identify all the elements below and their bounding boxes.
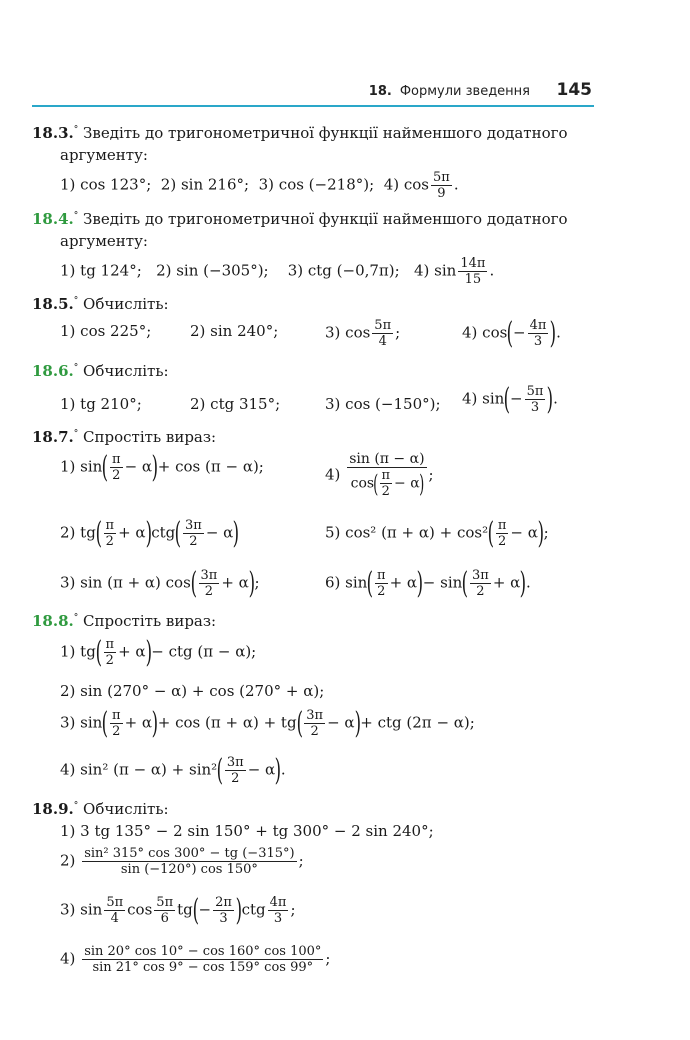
problem-18-5-statement: 18.5.° Обчисліть: xyxy=(32,295,169,313)
problem-18-5-item-2: 2) sin 240°; xyxy=(190,322,279,340)
problem-18-6-item-4: 4) sin(− $\frac{5\pi}{3}$ ). xyxy=(462,381,558,417)
problem-18-9-statement: 18.9.° Обчисліть: xyxy=(32,800,169,818)
problem-18-9-item-4: 4) $\frac{\sin 20^\circ \cos 10^\circ - \cos 160^\circ \cos 100^\circ}{\sin 21^\circ \cos 9^\circ - \cos 159^\circ \cos 99^\circ}$ ; xyxy=(60,944,331,975)
problem-18-7-item-2: 2) tg( $\frac{\pi}{2}$ + α)ctg( $\frac{3\pi}{2}$ − α) xyxy=(60,515,240,551)
problem-18-7-item-3: 3) sin (π + α) cos( $\frac{3\pi}{2}$ + α); xyxy=(60,565,260,601)
problem-18-6-item-1: 1) tg 210°; xyxy=(60,395,142,413)
problem-18-8-item-3: 3) sin( $\frac{\pi}{2}$ + α)+ cos (π + α) + tg( $\frac{3\pi}{2}$ − α)+ ctg (2π − α); xyxy=(60,705,475,741)
problem-18-8-item-4: 4) sin² (π − α) + sin²( $\frac{3\pi}{2}$ − α). xyxy=(60,752,286,788)
problem-18-7-item-1: 1) sin( $\frac{\pi}{2}$ − α)+ cos (π − α); xyxy=(60,449,264,485)
problem-18-3-statement: 18.3.° Зведіть до тригонометричної функції найменшого додатного xyxy=(32,124,568,142)
problem-18-8-item-2: 2) sin (270° − α) + cos (270° + α); xyxy=(60,682,325,700)
problem-18-5-item-1: 1) cos 225°; xyxy=(60,322,152,340)
problem-18-5-item-4: 4) cos(− $\frac{4\pi}{3}$ ). xyxy=(462,315,561,351)
problem-18-7-statement: 18.7.° Спростіть вираз: xyxy=(32,428,217,446)
problem-18-9-item-3: 3) sin $\frac{5\pi}{4}$ cos $\frac{5\pi}{6}$ tg(− $\frac{2\pi}{3}$ )ctg $\frac{4\pi}{3}$ ; xyxy=(60,892,296,928)
problem-18-6-item-2: 2) ctg 315°; xyxy=(190,395,281,413)
section-name: Формули зведення xyxy=(399,84,530,99)
problem-18-9-item-1: 1) 3 tg 135° − 2 sin 150° + tg 300° − 2 sin 240°; xyxy=(60,822,434,840)
problem-18-3-items: 1) cos 123°; 2) sin 216°; 3) cos (−218°); 4) cos $\frac{5\pi}{9}$ . xyxy=(60,170,459,201)
problem-18-9-item-2: 2) $\frac{\text{sin² 315° cos 300° − tg (−315°)}}{\sin (-120^\circ) \cos 150^\circ}$ ; xyxy=(60,846,304,877)
problem-18-7-item-6: 6) sin( $\frac{\pi}{2}$ + α)− sin( $\frac{3\pi}{2}$ + α). xyxy=(325,565,531,601)
header-rule xyxy=(32,105,594,107)
problem-18-7-item-4: 4) sin (π − α) cos( $\frac{\pi}{2}$ − α) ; xyxy=(325,451,434,499)
section-number: 18. xyxy=(368,84,392,99)
problem-18-6-statement: 18.6.° Обчисліть: xyxy=(32,362,169,380)
problem-18-8-statement: 18.8.° Спростіть вираз: xyxy=(32,612,217,630)
problem-18-8-item-1: 1) tg( $\frac{\pi}{2}$ + α)− ctg (π − α); xyxy=(60,634,257,670)
page-number: 145 xyxy=(556,80,592,100)
problem-18-7-item-5: 5) cos² (π + α) + cos²( $\frac{\pi}{2}$ − α); xyxy=(325,515,549,551)
section-title xyxy=(0,84,530,99)
problem-18-4-statement-cont: аргументу: xyxy=(60,232,148,250)
problem-18-6-item-3: 3) cos (−150°); xyxy=(325,395,441,413)
problem-18-4-items: 1) tg 124°; 2) sin (−305°); 3) ctg (−0,7π); 4) sin $\frac{14\pi}{15}$ . xyxy=(60,256,495,287)
problem-18-3-statement-cont: аргументу: xyxy=(60,146,148,164)
problem-18-5-item-3: 3) cos $\frac{5\pi}{4}$ ; xyxy=(325,318,401,349)
problem-18-4-statement: 18.4.° Зведіть до тригонометричної функції найменшого додатного xyxy=(32,210,568,228)
